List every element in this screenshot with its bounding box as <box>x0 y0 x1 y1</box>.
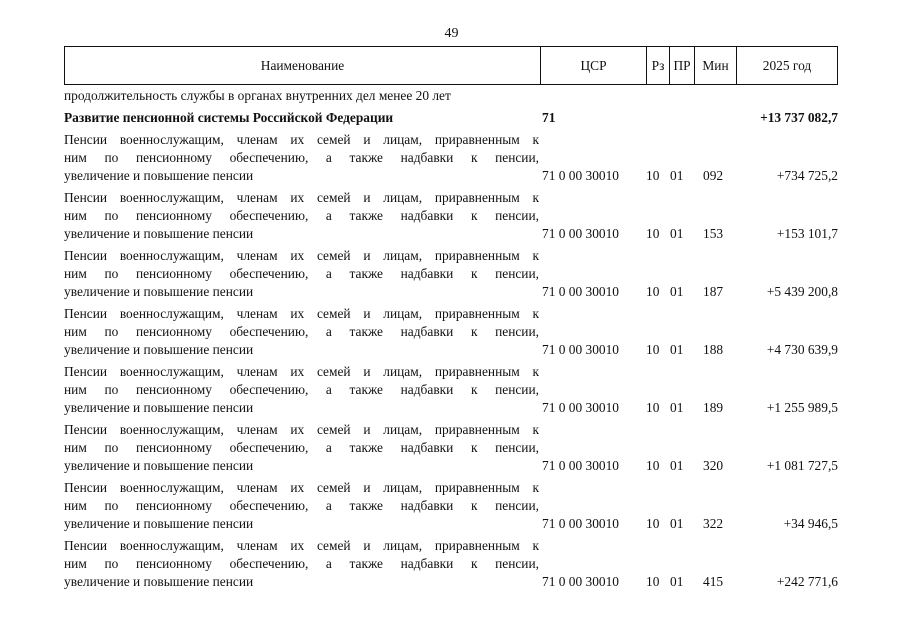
table-row <box>64 131 838 185</box>
section-csr: 71 <box>542 110 556 125</box>
row-min: 188 <box>703 342 724 357</box>
row-name-line: Пенсии военнослужащим, членам их семей и лицам, приравненным к <box>64 538 539 553</box>
row-name <box>64 421 539 475</box>
table-row <box>64 479 838 533</box>
row-min: 092 <box>703 168 724 183</box>
row-pr: 01 <box>670 168 684 183</box>
row-min: 320 <box>703 458 724 473</box>
row-name-line: Пенсии военнослужащим, членам их семей и лицам, приравненным к <box>64 422 539 437</box>
row-pr: 01 <box>670 284 684 299</box>
row-name-line: ним по пенсионному обеспечению, а также надбавки к пенсии, <box>64 266 539 281</box>
row-csr: 71 0 00 30010 <box>542 342 619 357</box>
header-year: 2025 год <box>762 58 812 73</box>
row-rz: 10 <box>646 226 660 241</box>
row-pr: 01 <box>670 574 684 589</box>
section-amount: +13 737 082,7 <box>760 110 838 125</box>
row-csr: 71 0 00 30010 <box>542 226 619 241</box>
row-rz: 10 <box>646 400 660 415</box>
row-name <box>64 363 539 417</box>
row-min: 322 <box>703 516 724 531</box>
row-name-line: Пенсии военнослужащим, членам их семей и лицам, приравненным к <box>64 306 539 321</box>
row-name-line: увеличение и повышение пенсии <box>64 400 254 415</box>
table-row <box>64 305 838 359</box>
row-name-line: увеличение и повышение пенсии <box>64 342 254 357</box>
row-min: 187 <box>703 284 724 299</box>
row-rz: 10 <box>646 574 660 589</box>
table-row <box>64 537 838 591</box>
row-amount: +242 771,6 <box>776 574 838 589</box>
row-name-line: ним по пенсионному обеспечению, а также надбавки к пенсии, <box>64 150 539 165</box>
table-row <box>64 189 838 243</box>
section-row <box>64 109 838 127</box>
row-name <box>64 131 539 185</box>
row-rz: 10 <box>646 516 660 531</box>
row-name-line: Пенсии военнослужащим, членам их семей и лицам, приравненным к <box>64 248 539 263</box>
header-name: Наименование <box>260 58 345 73</box>
row-amount: +34 946,5 <box>783 516 838 531</box>
table-row <box>64 363 838 417</box>
row-name-line: увеличение и повышение пенсии <box>64 284 254 299</box>
row-amount: +1 255 989,5 <box>766 400 838 415</box>
row-min: 415 <box>703 574 724 589</box>
row-name <box>64 305 539 359</box>
row-pr: 01 <box>670 458 684 473</box>
row-name-line: ним по пенсионному обеспечению, а также надбавки к пенсии, <box>64 208 539 223</box>
row-csr: 71 0 00 30010 <box>542 516 619 531</box>
row-csr: 71 0 00 30010 <box>542 574 619 589</box>
row-name-line: Пенсии военнослужащим, членам их семей и лицам, приравненным к <box>64 190 539 205</box>
row-min: 189 <box>703 400 724 415</box>
row-name-line: увеличение и повышение пенсии <box>64 458 254 473</box>
row-rz: 10 <box>646 168 660 183</box>
row-name <box>64 479 539 533</box>
row-csr: 71 0 00 30010 <box>542 400 619 415</box>
section-name: Развитие пенсионной системы Российской Федерации <box>64 110 394 125</box>
row-name-line: ним по пенсионному обеспечению, а также надбавки к пенсии, <box>64 382 539 397</box>
row-name-line: увеличение и повышение пенсии <box>64 574 254 589</box>
header-csr: ЦСР <box>580 58 607 73</box>
row-name-line: увеличение и повышение пенсии <box>64 516 254 531</box>
row-rz: 10 <box>646 342 660 357</box>
row-min: 153 <box>703 226 724 241</box>
continued-text: продолжительность службы в органах внутренних дел менее 20 лет <box>64 88 451 103</box>
row-name <box>64 537 539 591</box>
row-pr: 01 <box>670 226 684 241</box>
row-amount: +4 730 639,9 <box>766 342 838 357</box>
row-csr: 71 0 00 30010 <box>542 458 619 473</box>
row-rz: 10 <box>646 458 660 473</box>
row-name-line: Пенсии военнослужащим, членам их семей и лицам, приравненным к <box>64 364 539 379</box>
row-name-line: ним по пенсионному обеспечению, а также надбавки к пенсии, <box>64 498 539 513</box>
row-pr: 01 <box>670 400 684 415</box>
row-csr: 71 0 00 30010 <box>542 284 619 299</box>
header-min: Мин <box>702 58 729 73</box>
row-amount: +153 101,7 <box>776 226 838 241</box>
row-pr: 01 <box>670 342 684 357</box>
table-row <box>64 247 838 301</box>
row-name-line: увеличение и повышение пенсии <box>64 226 254 241</box>
header-pr: ПР <box>673 58 691 73</box>
row-amount: +734 725,2 <box>776 168 838 183</box>
row-pr: 01 <box>670 516 684 531</box>
row-name-line: Пенсии военнослужащим, членам их семей и лицам, приравненным к <box>64 132 539 147</box>
table-header <box>64 46 838 85</box>
table-row <box>64 421 838 475</box>
row-name-line: ним по пенсионному обеспечению, а также надбавки к пенсии, <box>64 440 539 455</box>
row-name-line: ним по пенсионному обеспечению, а также надбавки к пенсии, <box>64 556 539 571</box>
row-name-line: Пенсии военнослужащим, членам их семей и лицам, приравненным к <box>64 480 539 495</box>
row-csr: 71 0 00 30010 <box>542 168 619 183</box>
row-rz: 10 <box>646 284 660 299</box>
row-name-line: увеличение и повышение пенсии <box>64 168 254 183</box>
row-name <box>64 189 539 243</box>
row-name-line: ним по пенсионному обеспечению, а также надбавки к пенсии, <box>64 324 539 339</box>
header-rz: Рз <box>651 58 665 73</box>
continued-row <box>64 87 838 105</box>
row-amount: +1 081 727,5 <box>766 458 838 473</box>
row-amount: +5 439 200,8 <box>766 284 838 299</box>
page-number: 49 <box>444 26 459 41</box>
row-name <box>64 247 539 301</box>
